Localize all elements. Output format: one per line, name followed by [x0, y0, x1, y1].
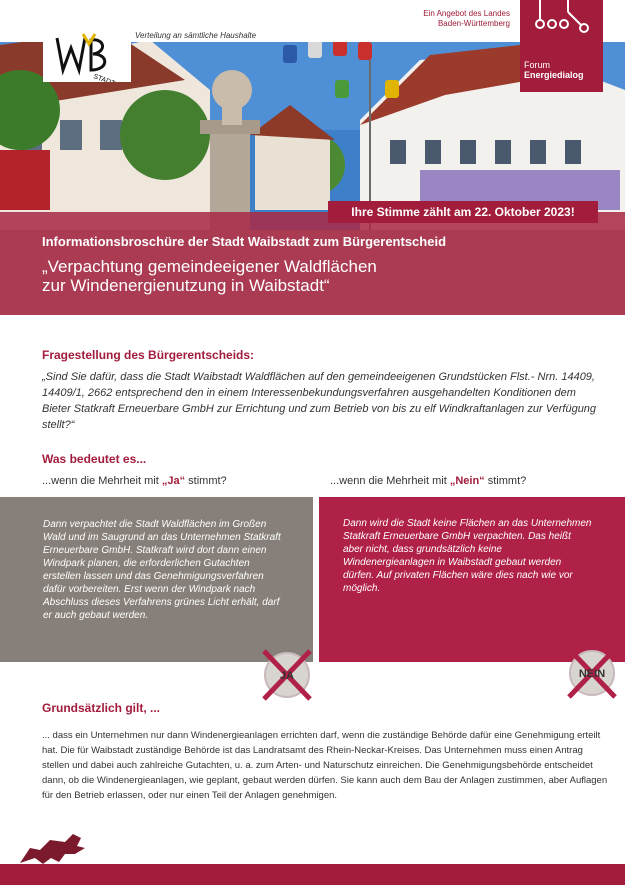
question-text: „Sind Sie dafür, dass die Stadt Waibstadt Waldflächen auf den gemeindeeigenen Grundstücken Flst.- Nrn. 14409, 14409/1, 2662 entsprechend den in einem Interessenbekundungsverfahren ausgehandelten Konditionen dem Bieter Statkraft Erneuerbare GmbH zur Errichtung und zum Betrieb von bis zu elf Windkraftanlagen zur Verfügung stellt?“	[42, 371, 597, 431]
ja-question	[42, 475, 227, 487]
svg-text:STADT: STADT	[92, 73, 116, 82]
bw-lion-icon	[15, 828, 90, 868]
question-heading: Fragestellung des Bürgerentscheids:	[42, 348, 255, 362]
ja-badge-label: JA	[279, 670, 295, 682]
nein-word: „Nein“	[449, 475, 485, 487]
ja-answer-text: Dann verpachtet die Stadt Waldflächen im Großen Wald und im Saugrund an das Unternehmen Statkraft Erneuerbare GmbH. Statkraft wird dort dann einen Windpark planen, die erforderlichen Gutachten erstellen lassen und das Genehmigungsverfahren dafür vorbereiten. Erst wenn der Windpark nach Abschluss dieses Verfahrens grünes Licht erhält, darf er auch gebaut werden.	[43, 519, 281, 621]
nein-answer-text: Dann wird die Stadt keine Flächen an das Unternehmen Statkraft Erneuerbare GmbH verpachten. Das heißt aber nicht, dass grundsätzlich keine Windenergieanlagen in Waibstadt gebaut werden dürfen. Auf privaten Flächen wäre dies nach wie vor möglich.	[343, 518, 592, 594]
nein-badge-label: NEIN	[578, 668, 606, 680]
energiedialog-label: Energiedialog	[524, 70, 584, 80]
wb-logo-icon	[43, 30, 131, 82]
vote-date-banner: Ihre Stimme zählt am 22. Oktober 2023!	[328, 201, 598, 223]
city-logo	[43, 30, 131, 82]
distribution-tagline: Verteilung an sämtliche Haushalte	[135, 31, 257, 40]
nein-crossed-icon	[555, 645, 625, 705]
ja-crossed-icon	[250, 645, 320, 705]
ja-word: „Ja“	[161, 475, 186, 487]
ja-prefix: ...wenn die Mehrheit mit	[42, 475, 162, 487]
principle-heading: Grundsätzlich gilt, ...	[42, 701, 161, 715]
nein-prefix: ...wenn die Mehrheit mit	[330, 475, 450, 487]
offer-line-1: Ein Angebot des Landes	[423, 9, 510, 18]
topic-quote-line-2: zur Windenergienutzung in Waibstadt“	[42, 276, 330, 295]
offer-line-2: Baden-Württemberg	[437, 19, 510, 28]
forum-label: Forum	[524, 60, 551, 70]
circuit-icon	[520, 0, 603, 52]
footer-bar	[0, 864, 625, 885]
offer-note	[380, 9, 510, 29]
principle-text: ... dass ein Unternehmen nur dann Windenergieanlagen errichten darf, wenn die zuständige Behörde dafür eine Genehmigung erteilt hat. Die für Waibstadt zuständige Behörde ist das Landratsamt des Rhein-Neckar-Kreises. Das Unternehmen muss einen Antrag stellen und dabei auch zahlreiche Gutachten, u. a. zum Arten- und Naturschutz einreichen. Die Genehmigungsbehörde entscheidet dann, ob die Windenergieanlagen, wie geplant, gebaut werden dürfen. Sie kann auch dem Bau der Anlagen zustimmen, aber Auflagen für den Betrieb erlassen, oder nur einen Teil der Anlagen genehmigen.	[42, 730, 608, 801]
meaning-heading: Was bedeutet es...	[42, 452, 147, 466]
brochure-title: Informationsbroschüre der Stadt Waibstadt zum Bürgerentscheid	[42, 234, 447, 249]
nein-question	[330, 475, 526, 487]
ja-suffix: stimmt?	[185, 475, 227, 487]
nein-suffix: stimmt?	[484, 475, 527, 487]
topic-quote-line-1: „Verpachtung gemeindeeigener Waldflächen	[42, 257, 377, 276]
